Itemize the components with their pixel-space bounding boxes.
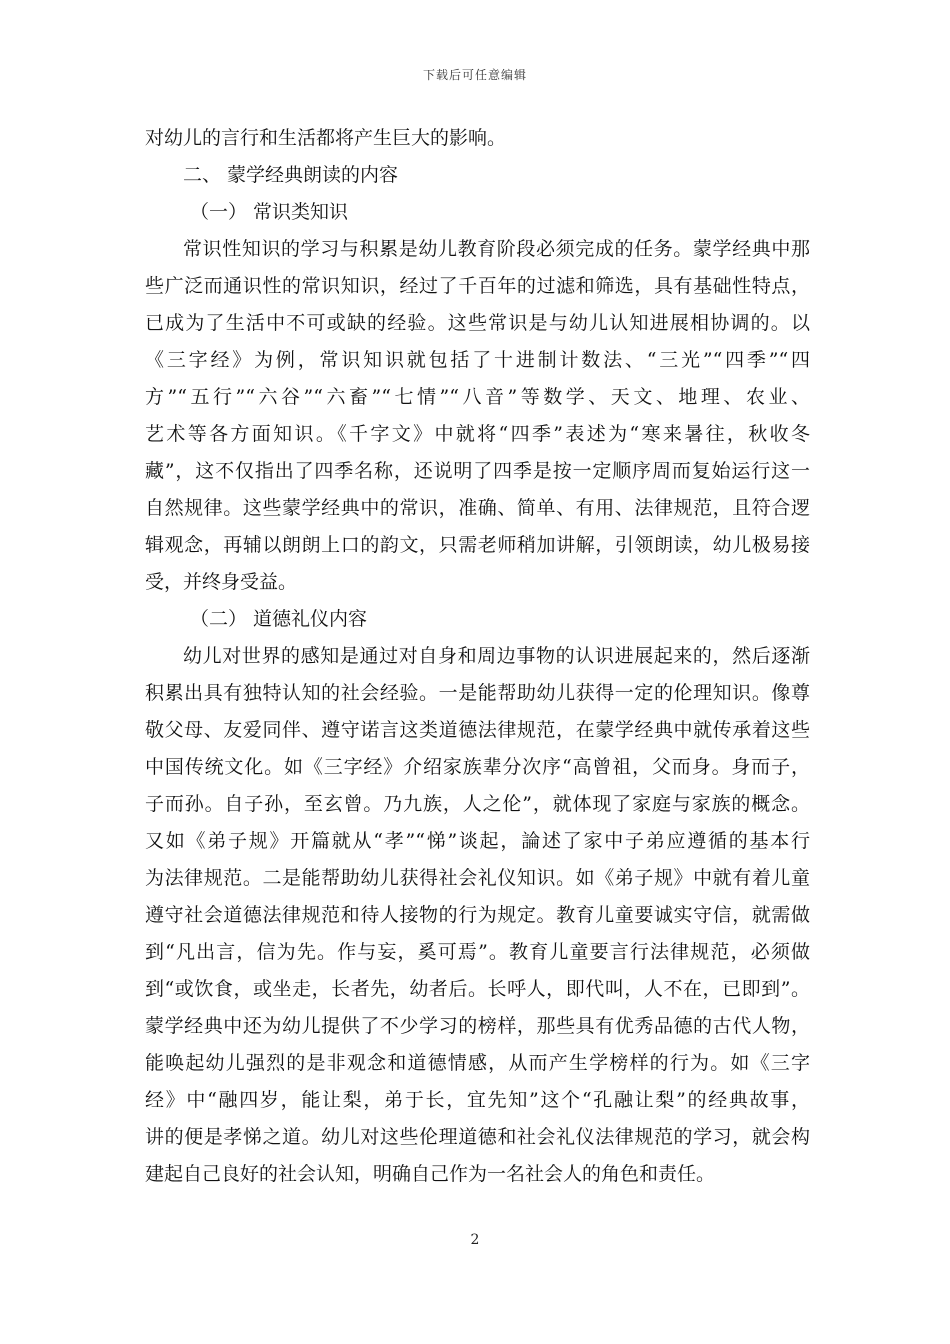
subsection-heading: （一） 常识类知识 [190,201,349,223]
paragraph-line: 讲的便是孝悌之道。幼儿对这些伦理道德和社会礼仪法律规范的学习，就会构 [145,1126,810,1148]
body-text [145,120,810,1193]
paragraph-line: 常识性知识的学习与积累是幼儿教育阶段必须完成的任务。蒙学经典中那 [183,238,810,260]
section-heading: 二、 蒙学经典朗读的内容 [183,164,399,186]
paragraph-line: 藏”，这不仅指出了四季名称，还说明了四季是按一定顺序周而复始运行这一 [145,460,810,482]
paragraph-line: 自然规律。这些蒙学经典中的常识，准确、简单、有用、法律规范，且符合逻 [145,497,810,519]
paragraph-line: 方”“五行”“六谷”“六畜”“七情”“八音”等数学、天文、地理、农业、 [145,386,810,408]
paragraph-line: 为法律规范。二是能帮助幼儿获得社会礼仪知识。如《弟子规》中就有着儿童 [145,867,810,889]
paragraph-line: 又如《弟子规》开篇就从“孝”“悌”谈起，論述了家中子弟应遵循的基本行 [145,830,810,852]
paragraph-line: 幼儿对世界的感知是通过对自身和周边事物的认识进展起来的，然后逐渐 [183,645,810,667]
paragraph-line: 些广泛而通识性的常识知识，经过了千百年的过滤和筛选，具有基础性特点， [145,275,810,297]
page-number: 2 [470,1232,480,1248]
paragraph-line: 到“或饮食，或坐走，长者先，幼者后。长呼人，即代叫，人不在，已即到”。 [145,978,810,1000]
paragraph-line: 经》中“融四岁，能让梨，弟于长，宜先知”这个“孔融让梨”的经典故事， [145,1089,810,1111]
header-note: 下载后可任意编辑 [422,68,527,82]
paragraph-line: 到“凡出言，信为先。作与妄，奚可焉”。教育儿童要言行法律规范，必须做 [145,941,810,963]
paragraph-line: 子而孙。自子孙，至玄曾。乃九族，人之伦”，就体现了家庭与家族的概念。 [145,793,810,815]
paragraph-line: 对幼儿的言行和生活都将产生巨大的影响。 [145,127,507,149]
paragraph-line: 敬父母、友爱同伴、遵守诺言这类道德法律规范，在蒙学经典中就传承着这些 [145,719,810,741]
paragraph-line: 辑观念，再辅以朗朗上口的韵文，只需老师稍加讲解，引领朗读，幼儿极易接 [145,534,810,556]
paragraph-line: 艺术等各方面知识。《千字文》中就将“四季”表述为“寒来暑往，秋收冬 [145,423,810,445]
subsection-heading: （二） 道德礼仪内容 [190,608,368,630]
paragraph-line: 能唤起幼儿强烈的是非观念和道德情感，从而产生学榜样的行为。如《三字 [145,1052,810,1074]
paragraph-line: 已成为了生活中不可或缺的经验。这些常识是与幼儿认知进展相协调的。以 [145,312,810,334]
paragraph-line: 积累出具有独特认知的社会经验。一是能帮助幼儿获得一定的伦理知识。像尊 [145,682,810,704]
paragraph-line: 蒙学经典中还为幼儿提供了不少学习的榜样，那些具有优秀品德的古代人物， [145,1015,810,1037]
paragraph-line: 建起自己良好的社会认知，明确自己作为一名社会人的角色和责任。 [145,1163,716,1185]
paragraph-line: 遵守社会道德法律规范和待人接物的行为规定。教育儿童要诚实守信，就需做 [145,904,810,926]
paragraph-line: 受，并终身受益。 [145,571,298,593]
paragraph-line: 《三字经》为例，常识知识就包括了十进制计数法、“三光”“四季”“四 [145,349,810,371]
paragraph-line: 中国传统文化。如《三字经》介绍家族辈分次序“高曾祖，父而身。身而子， [145,756,810,778]
